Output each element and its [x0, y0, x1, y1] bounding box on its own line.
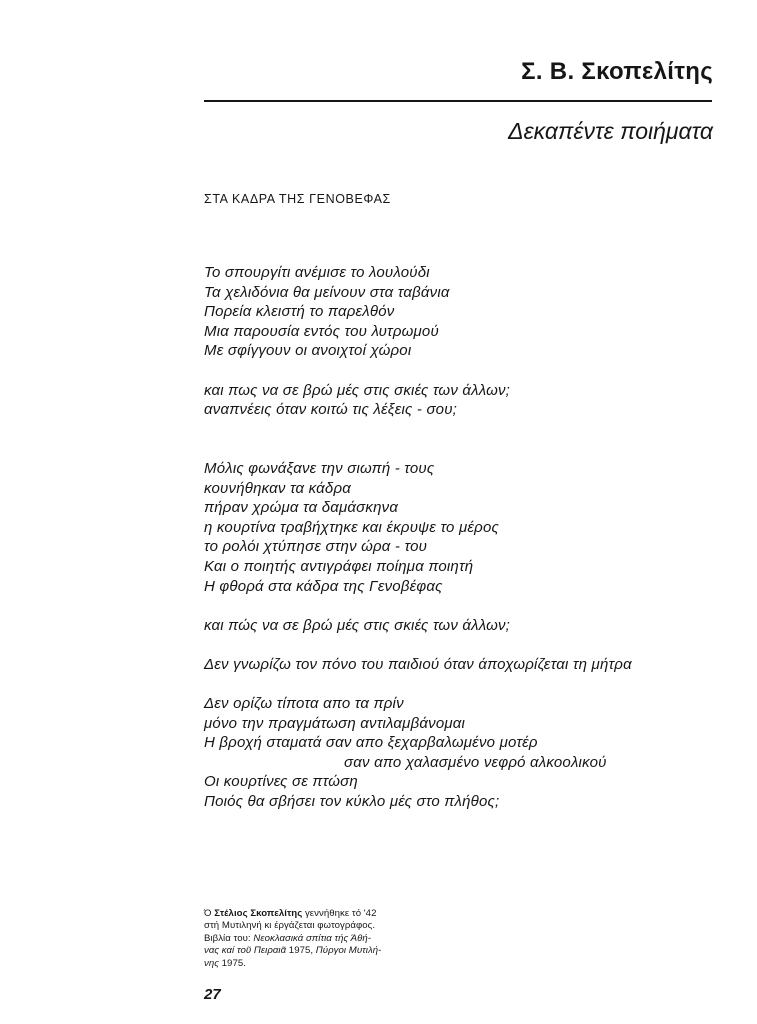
poem-line: η κουρτίνα τραβήχτηκε και έκρυψε το μέρος [204, 518, 499, 536]
stanza-4 [204, 616, 744, 636]
poem-line: μόνο την πραγμάτωση αντιλαμβάνομαι [204, 714, 466, 732]
stanza-gap [204, 596, 744, 616]
bio-line [204, 920, 440, 932]
poem-line: Με σφίγγουν οι ανοιχτοί χώροι [204, 342, 412, 360]
bio-book-title: Νεοκλασικά σπίτια τής Άθή- [253, 932, 371, 944]
bio-book-title: Πύργοι Μυτιλή- [315, 945, 382, 957]
stanza-2 [204, 381, 744, 420]
bio-book-title: νας καί τοῦ Πειραιᾶ [204, 945, 287, 957]
poem-line-indented: σαν απο χαλασμένο νεφρό αλκοολικού [344, 753, 607, 771]
author-bio [204, 908, 440, 970]
poem-line: Πορεία κλειστή το παρελθόν [204, 303, 395, 321]
poem-line: Μόλις φωνάξανε την σιωπή - τους [204, 459, 435, 477]
stanza-gap [204, 420, 744, 440]
stanza-gap [204, 439, 744, 459]
poem-line: το ρολόι χτύπησε στην ώρα - του [204, 538, 428, 556]
poem-line: και πώς να σε βρώ μές στις σκιές των άλλων; [204, 616, 511, 634]
bio-book-title: νης [204, 957, 219, 969]
bio-text: στή Μυτιληνή κι έργάζεται φωτογράφος. [204, 920, 376, 932]
poem-line: Μια παρουσία εντός του λυτρωμού [204, 322, 439, 340]
poem-body [204, 263, 744, 812]
stanza-1 [204, 263, 744, 361]
stanza-gap [204, 635, 744, 655]
poem-line: Δεν γνωρίζω τον πόνο του παιδιού όταν άποχωρίζεται τη μήτρα [204, 655, 632, 673]
poem-line: Ποιός θα σβήσει τον κύκλο μές στο πλήθος; [204, 793, 500, 811]
poem-line: Η φθορά στα κάδρα της Γενοβέφας [204, 577, 443, 595]
bio-line [204, 945, 440, 957]
poem-title: ΣΤΑ ΚΑΔΡΑ ΤΗΣ ΓΕΝΟΒΕΦΑΣ [204, 192, 391, 206]
bio-line [204, 958, 440, 970]
bio-text: Βιβλία του: [204, 932, 254, 944]
stanza-gap [204, 361, 744, 381]
stanza-gap [204, 674, 744, 694]
bio-text: Ό [204, 908, 215, 919]
stanza-6 [204, 694, 744, 812]
poem-line: αναπνέεις όταν κοιτώ τις λέξεις - σου; [204, 401, 458, 419]
author-name: Σ. Β. Σκοπελίτης [521, 58, 713, 85]
poem-line: και πως να σε βρώ μές στις σκιές των άλλων; [204, 381, 511, 399]
bio-text: γεννήθηκε τό '42 [302, 908, 377, 919]
poem-line: πήραν χρώμα τα δαμάσκηνα [204, 499, 399, 517]
bio-line [204, 933, 440, 945]
poem-line: Τα χελιδόνια θα μείνουν στα ταβάνια [204, 283, 450, 301]
bio-text: 1975, [286, 945, 316, 957]
poem-line: Και ο ποιητής αντιγράφει ποίημα ποιητή [204, 557, 474, 575]
page-number: 27 [204, 986, 221, 1003]
poem-line: κουνήθηκαν τα κάδρα [204, 479, 352, 497]
bio-text: 1975. [218, 957, 246, 969]
bio-line [204, 908, 440, 920]
poem-line: Το σπουργίτι ανέμισε το λουλούδι [204, 264, 430, 281]
stanza-5 [204, 655, 744, 675]
collection-title: Δεκαπέντε ποιήματα [508, 118, 713, 144]
stanza-3 [204, 459, 744, 596]
poem-line: Η βροχή σταματά σαν απο ξεχαρβαλωμένο μοτέρ [204, 734, 538, 752]
bio-author-name: Στέλιος Σκοπελίτης [214, 908, 303, 919]
poem-line: Δεν ορίζω τίποτα απο τα πρίν [204, 695, 404, 713]
header-rule [204, 100, 712, 102]
poem-line: Οι κουρτίνες σε πτώση [204, 773, 358, 791]
